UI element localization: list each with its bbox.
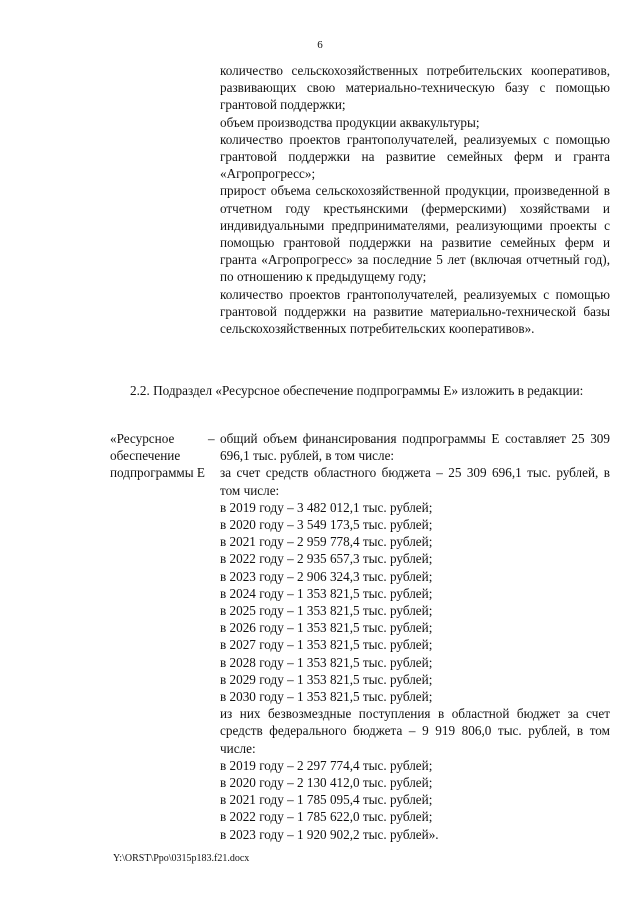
section-paragraph <box>110 382 610 399</box>
federal-year-row: в 2022 году – 1 785 622,0 тыс. рублей; <box>220 809 433 825</box>
resources-dash: – <box>208 431 215 446</box>
indicator-item: прирост объема сельскохозяйственной продукции, произведенной в отчетном году крестьянскими (фермерскими) хозяйствами и индивидуальными предпринимателями, реализующими проекты с помощью грантовой поддержки на развитие семейных ферм и гранта «Агропрогресс» за последние 5 лет (включая отчетный год), по отношению к предыдущему году; <box>220 183 610 285</box>
regional-year-row: в 2023 году – 2 906 324,3 тыс. рублей; <box>220 568 433 584</box>
resources-regional: за счет средств областного бюджета – 25 309 696,1 тыс. рублей, в том числе: <box>220 465 610 498</box>
federal-year-row: в 2021 году – 1 785 095,4 тыс. рублей; <box>220 792 433 808</box>
indicator-item: количество проектов грантополучателей, реализуемых с помощью грантовой поддержки на развитие материально-технической базы сельскохозяйственных потребительских кооперативов». <box>220 286 610 337</box>
regional-year-row: в 2021 году – 2 959 778,4 тыс. рублей; <box>220 534 433 550</box>
section-number: 2.2. <box>130 383 150 398</box>
resources-label: «Ресурсное обеспечение подпрограммы Е <box>110 431 205 481</box>
indicator-item: количество проектов грантополучателей, реализуемых с помощью грантовой поддержки на развитие семейных ферм и гранта «Агропрогресс»; <box>220 131 610 182</box>
regional-year-row: в 2027 году – 1 353 821,5 тыс. рублей; <box>220 637 433 653</box>
indicators-list <box>220 62 610 337</box>
regional-year-row: в 2020 году – 3 549 173,5 тыс. рублей; <box>220 517 433 533</box>
section-text: Подраздел «Ресурсное обеспечение подпрограммы Е» изложить в редакции: <box>153 383 584 398</box>
resources-federal: из них безвозмездные поступления в областной бюджет за счет средств федерального бюджета – 9 919 806,0 тыс. рублей, в том числе: <box>220 706 610 756</box>
indicator-item: количество сельскохозяйственных потребительских кооперативов, развивающих свою материально-техническую базу с помощью грантовой поддержки; <box>220 63 610 113</box>
regional-year-row: в 2019 году – 3 482 012,1 тыс. рублей; <box>220 499 433 515</box>
regional-year-row: в 2029 году – 1 353 821,5 тыс. рублей; <box>220 671 433 687</box>
federal-year-row: в 2019 году – 2 297 774,4 тыс. рублей; <box>220 757 433 773</box>
regional-year-row: в 2026 году – 1 353 821,5 тыс. рублей; <box>220 620 433 636</box>
regional-year-row: в 2025 году – 1 353 821,5 тыс. рублей; <box>220 603 433 619</box>
file-path-footer: Y:\ORST\Ppo\0315p183.f21.docx <box>113 853 250 864</box>
regional-year-row: в 2024 году – 1 353 821,5 тыс. рублей; <box>220 585 433 601</box>
regional-year-row: в 2030 году – 1 353 821,5 тыс. рублей; <box>220 689 433 705</box>
regional-year-row: в 2028 году – 1 353 821,5 тыс. рублей; <box>220 654 433 670</box>
federal-year-row: в 2023 году – 1 920 902,2 тыс. рублей». <box>220 826 439 842</box>
federal-year-row: в 2020 году – 2 130 412,0 тыс. рублей; <box>220 775 433 791</box>
page-number: 6 <box>317 39 323 51</box>
indicator-item: объем производства продукции аквакультуры; <box>220 114 480 130</box>
resources-total: общий объем финансирования подпрограммы Е составляет 25 309 696,1 тыс. рублей, в том числе: <box>220 431 610 464</box>
regional-year-row: в 2022 году – 2 935 657,3 тыс. рублей; <box>220 551 433 567</box>
resources-content <box>208 430 610 843</box>
